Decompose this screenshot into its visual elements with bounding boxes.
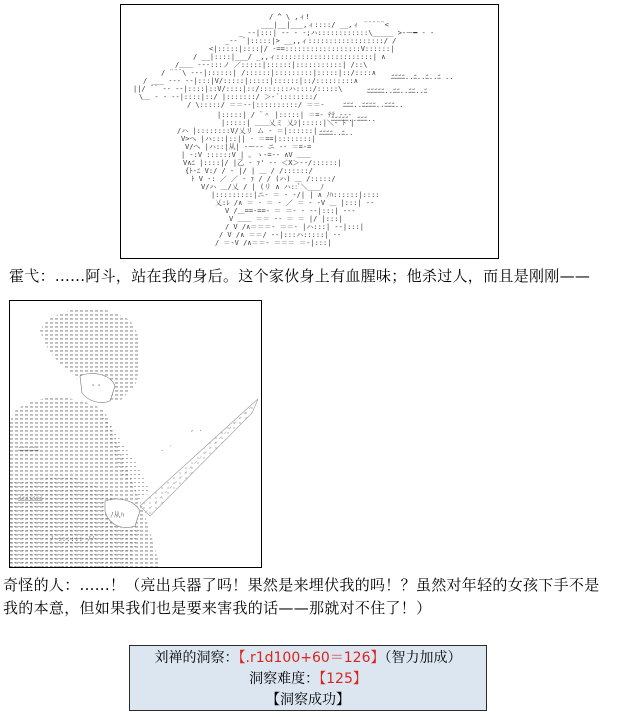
svg-text:ﾆﾆﾆﾆ..ﾆ..: ﾆﾆﾆﾆ..ﾆ.. [319, 129, 354, 137]
dialogue-huoyi: 霍弋：......阿斗，站在我的身后。这个家伙身上有血腥味；他杀过人，而且是刚刚—— [9, 267, 591, 285]
insight-roll-box [129, 645, 487, 711]
svg-text:\＿ ‐ ‐ ‐‐|::::|::/ |:::::::: \＿ ‐ ‐ ‐‐|::::|::/ |:::::::/ ＞‐´::::::::/ [139, 93, 318, 101]
svg-text:V>へ |ハ:::|::|| ‐ ＝==|: V>へ |ハ:::|::|| ‐ ＝==|::::::::| [181, 135, 316, 143]
svg-text:V/ハ ＿/乂 / | (リ ∧ ハ::: V/ハ ＿/乂 / | (リ ∧ ハ::ﾞ＼___ﾉ [201, 183, 324, 191]
svg-text:| ‐:V ::::::V | ｡ ゝ‐=‐‐: | ‐:V ::::::V | ｡ ゝ‐=‐‐ ∧V ＿＿ [181, 151, 311, 159]
svg-text:/ V /∧ ＝＝/ ‐‐|:::ハ:::::: / V /∧ ＝＝/ ‐‐|:::ハ:::::| ‐‐ [219, 231, 342, 239]
svg-text:ﾄ V ‐: ／ ／ ‐ ｧ / / (ハ): ﾄ V ‐: ／ ／ ‐ ｧ / / (ハ) ＿ /:::::/ [191, 175, 336, 183]
svg-text:/ ___ ‐‐‐ ‐‐|:::|V/:::::|::::: / ___ ‐‐‐ ‐‐|:::|V/:::::|:::::|::::::|::/:::::::::∧ [143, 77, 358, 85]
svg-text:V ＿＿ ＝＝ ‐‐ ＝ ＝ |/ |:::|: V ＿＿ ＝＝ ‐‐ ＝ ＝ |/ |:::| [229, 215, 343, 223]
svg-text:_ -‐|:::| -‐ ‐ ‐;ハ::::::::::::: _ -‐|:::| -‐ ‐ ‐;ハ::::::::::::\_____ >‐ー━ ‐ ‐ [239, 29, 435, 37]
svg-text:/ V /∧＝＝＝‐ ＝＝‐ |ハ:::| ‐‐|::: / V /∧＝＝＝‐ ＝＝‐ |ハ:::| ‐‐|:::| [225, 223, 364, 231]
insight-roll-note: （智力加成） [384, 650, 462, 666]
svg-text:|:::::| / ¨＾ |:::::| ＝=‐: |:::::| / ¨＾ |:::::| ＝=‐ ﾃﾃ ‐‐‐ [217, 111, 352, 119]
svg-text:ﾆﾆﾆﾆﾆﾆﾆ: ﾆﾆﾆﾆﾆﾆﾆ [18, 495, 43, 503]
insight-result: 【洞察成功】 [266, 692, 350, 708]
svg-text:ﾟ ﾟ: ﾟ ﾟ [92, 384, 103, 393]
svg-text:/ ^ \ ,ィ!: / ^ \ ,ィ! [269, 13, 310, 21]
insight-roll-value: 【.r1d100+60＝126】 [238, 650, 385, 666]
dialogue-stranger-line2: 我的本意，但如果我们也是要来害我的话——那就对不住了！） [3, 599, 432, 617]
svg-text:ﾆﾆﾆﾆﾆ..ﾆﾆ..ﾆﾆ..ﾆ: ﾆﾆﾆﾆﾆ..ﾆﾆ..ﾆﾆ..ﾆ [367, 87, 428, 95]
svg-text:/ハ |::::::::V/乂リ ム ‐ ＝: /ハ |::::::::V/乂リ ム ‐ ＝|::::::| [177, 127, 318, 135]
svg-text:ﾆﾆﾆﾆ..ﾆ..ﾆ..ﾆ ..: ﾆﾆﾆﾆ..ﾆ..ﾆ..ﾆ .. [391, 73, 454, 81]
svg-text:, .: , . [190, 425, 203, 433]
insight-roll-row [130, 648, 486, 669]
svg-text:|:::::| ＿＿乂ミ 乂ｼ|:::::|＼‐ ﾄ: |:::::| ＿＿乂ミ 乂ｼ|:::::|＼‐ ﾄ | [221, 119, 355, 127]
insight-difficulty-label: 洞察难度： [249, 671, 320, 687]
insight-result-row [130, 690, 486, 711]
svg-text:<|:::::|::::|/ ‐==:::::::::::: <|:::::|::::|/ ‐==::::::::::::::::::V::::::| [209, 45, 395, 53]
ascii-art-panel-girl [9, 300, 262, 568]
svg-text:. ´: . ´ [160, 445, 173, 453]
svg-text:/＿＿ ‐‐‐:::ノ ／:::::|::::::|:: /＿＿ ‐‐‐:::ノ ／:::::|::::::|:::::::::::| /::\ [175, 61, 368, 69]
svg-text:ﾉ从ﾊ: ﾉ从ﾊ [110, 511, 124, 519]
girl-ascii-illustration [10, 301, 261, 567]
svg-text:||/ ¨¨ ‐‐ ‐‐|::::|::V/::::|::: ||/ ¨¨ ‐‐ ‐‐|::::|::V/::::|::/:::::::ハ::::/:::::\ [133, 85, 343, 93]
svg-text:ﾉ :::::: ﾉﾉ: ﾉ :::::: ﾉﾉ [50, 535, 95, 543]
insight-roll-label: 刘禅的洞察： [154, 650, 239, 666]
svg-text:/ ＝‐V /∧＝＝‐ ＝＝＝ ＝‐|:::|: / ＝‐V /∧＝＝‐ ＝＝＝ ＝‐|:::| [215, 239, 332, 247]
ascii-art-panel-warrior [120, 4, 499, 259]
svg-text:ﾆﾆﾆﾆﾆ..ﾆﾆﾆ..: ﾆﾆﾆﾆﾆ..ﾆﾆﾆ.. [331, 115, 376, 123]
svg-text:___|__|___,ィ::::/ __,ィ ¨¨¨¨¨: ___|__|___,ィ::::/ __,ィ ¨¨¨¨¨< [261, 21, 389, 29]
svg-text:{ﾄ‐ﾆ V:/ / ‐ |/ | ＿ / /: {ﾄ‐ﾆ V:/ / ‐ |/ | ＿ / /::::::/ [185, 167, 313, 175]
svg-text:/ ¨¨¨\ ‐‐‐|::::::| /::::::|:: / ¨¨¨\ ‐‐‐|::::::| /::::::|:::::::::|:::::|::/::::∧ [161, 69, 376, 77]
svg-text:/ __|::::|___/ _,,ィ:::::::::: / __|::::|___/ _,,ィ:::::::::::::::::::::::| ∧ [193, 53, 386, 61]
svg-text:ﾆﾆﾆ..ﾆﾆﾆﾆ..ﾆﾆﾆ..: ﾆﾆﾆ..ﾆﾆﾆﾆ..ﾆﾆﾆ.. [343, 101, 404, 109]
svg-text:乂:ﾚ /∧ ＝ ‐ ＝ ‐ ／ ＝ ‐ ‐V ＿ |: 乂:ﾚ /∧ ＝ ‐ ＝ ‐ ／ ＝ ‐ ‐V ＿ |:::| ‐‐ [215, 199, 375, 207]
svg-text:/ \:::::/ ＝＝‐‐|::::::::::/: / \:::::/ ＝＝‐‐|::::::::::/ ＝＝‐ [187, 101, 325, 109]
dialogue-stranger-line1: 奇怪的人：......！（亮出兵器了吗！果然是来埋伏我的吗！？虽然对年轻的女孩下手不是 [3, 576, 600, 594]
insight-difficulty-value: 【125】 [319, 671, 367, 687]
insight-difficulty-row [130, 669, 486, 690]
svg-text:V/へ |ハ::|从| ‐ー‐‐ ニ ‐‐ ＝=‐=: V/へ |ハ::|从| ‐ー‐‐ ニ ‐‐ ＝=‐= [185, 143, 312, 151]
warrior-ascii-illustration [121, 5, 498, 258]
svg-text:V∧ﾆ |::::|/ |乙 ‐ ｧ' ‐‐ ＜X＞: V∧ﾆ |::::|/ |乙 ‐ ｧ' ‐‐ ＜X＞‐‐/::::::| [183, 159, 342, 167]
svg-text:ﾆﾆﾆﾆﾆﾆ: ﾆﾆﾆﾆﾆﾆ [18, 445, 39, 453]
svg-text:_-‐ ¨|:::::|> __,,ィ:::::::::: _-‐ ¨|:::::|> __,,ィ::::::::::::::::::/ / [225, 37, 397, 45]
svg-text:V /＿==‐==‐ ＝ ＝‐ ‐ ‐‐|:::|: V /＿==‐==‐ ＝ ＝‐ ‐ ‐‐|:::| ‐‐‐ [225, 207, 356, 215]
svg-text:|:::::::::|ニ‐ ＝ ‐ ‐/| |: |:::::::::|ニ‐ ＝ ‐ ‐/| | ∧ ﾉﾊ::::::|:::: [211, 191, 380, 199]
